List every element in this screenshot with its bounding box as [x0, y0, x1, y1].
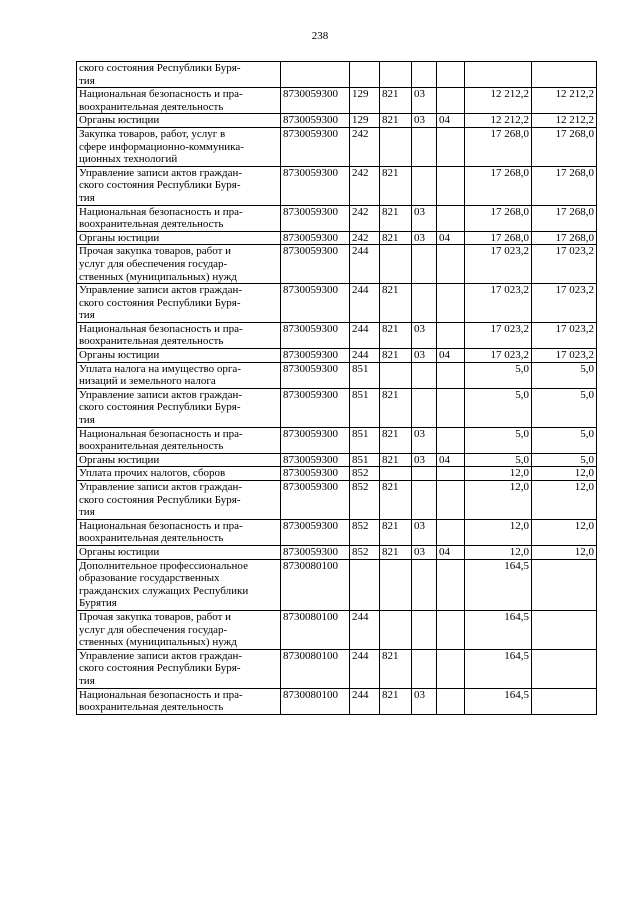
- target-code-cell: 8730080100: [281, 649, 350, 688]
- section-cell: [412, 284, 437, 323]
- subsection-cell: [437, 610, 465, 649]
- administrator-cell: 821: [380, 88, 412, 114]
- section-cell: [412, 481, 437, 520]
- target-code-cell: 8730059300: [281, 481, 350, 520]
- expense-type-cell: 852: [350, 467, 380, 481]
- subsection-cell: [437, 88, 465, 114]
- section-cell: [412, 362, 437, 388]
- amount-cell-1: 164,5: [465, 559, 532, 610]
- target-code-cell: 8730059300: [281, 114, 350, 128]
- target-code-cell: 8730059300: [281, 88, 350, 114]
- amount-cell-1: [465, 62, 532, 88]
- administrator-cell: [380, 245, 412, 284]
- row-name-cell: Управление записи актов граждан- ского состояния Республики Буря- тия: [77, 388, 281, 427]
- administrator-cell: [380, 62, 412, 88]
- table-row: [77, 467, 597, 481]
- row-name-cell: ского состояния Республики Буря- тия: [77, 62, 281, 88]
- section-cell: [412, 559, 437, 610]
- amount-cell-1: 17 023,2: [465, 284, 532, 323]
- subsection-cell: [437, 284, 465, 323]
- amount-cell-2: 12 212,2: [532, 114, 597, 128]
- row-name-cell: Национальная безопасность и пра- воохранительная деятельность: [77, 88, 281, 114]
- section-cell: [412, 388, 437, 427]
- subsection-cell: 04: [437, 545, 465, 559]
- table-row: [77, 205, 597, 231]
- amount-cell-2: [532, 610, 597, 649]
- amount-cell-2: 12 212,2: [532, 88, 597, 114]
- table-row: [77, 388, 597, 427]
- amount-cell-2: 12,0: [532, 545, 597, 559]
- administrator-cell: 821: [380, 388, 412, 427]
- administrator-cell: 821: [380, 545, 412, 559]
- amount-cell-1: 12,0: [465, 467, 532, 481]
- section-cell: [412, 245, 437, 284]
- subsection-cell: [437, 62, 465, 88]
- amount-cell-2: 17 268,0: [532, 166, 597, 205]
- section-cell: 03: [412, 231, 437, 245]
- target-code-cell: 8730080100: [281, 610, 350, 649]
- target-code-cell: 8730059300: [281, 453, 350, 467]
- amount-cell-1: 12 212,2: [465, 88, 532, 114]
- subsection-cell: [437, 245, 465, 284]
- budget-table: [76, 61, 597, 715]
- expense-type-cell: 851: [350, 388, 380, 427]
- amount-cell-1: 17 268,0: [465, 127, 532, 166]
- administrator-cell: 821: [380, 322, 412, 348]
- row-name-cell: Национальная безопасность и пра- воохранительная деятельность: [77, 519, 281, 545]
- subsection-cell: 04: [437, 349, 465, 363]
- administrator-cell: 821: [380, 453, 412, 467]
- amount-cell-2: 12,0: [532, 467, 597, 481]
- subsection-cell: [437, 388, 465, 427]
- table-row: [77, 322, 597, 348]
- table-row: [77, 284, 597, 323]
- subsection-cell: [437, 519, 465, 545]
- administrator-cell: 821: [380, 688, 412, 714]
- administrator-cell: [380, 559, 412, 610]
- amount-cell-2: 17 023,2: [532, 349, 597, 363]
- target-code-cell: 8730059300: [281, 205, 350, 231]
- subsection-cell: [437, 559, 465, 610]
- subsection-cell: [437, 467, 465, 481]
- page-number: 238: [311, 30, 329, 42]
- table-row: [77, 610, 597, 649]
- section-cell: 03: [412, 349, 437, 363]
- target-code-cell: 8730059300: [281, 362, 350, 388]
- expense-type-cell: 242: [350, 205, 380, 231]
- expense-type-cell: 851: [350, 427, 380, 453]
- administrator-cell: 821: [380, 231, 412, 245]
- section-cell: 03: [412, 322, 437, 348]
- row-name-cell: Национальная безопасность и пра- воохранительная деятельность: [77, 322, 281, 348]
- expense-type-cell: 129: [350, 114, 380, 128]
- table-row: [77, 88, 597, 114]
- row-name-cell: Органы юстиции: [77, 453, 281, 467]
- expense-type-cell: 852: [350, 519, 380, 545]
- section-cell: 03: [412, 427, 437, 453]
- subsection-cell: 04: [437, 231, 465, 245]
- section-cell: 03: [412, 519, 437, 545]
- expense-type-cell: 244: [350, 688, 380, 714]
- target-code-cell: 8730059300: [281, 245, 350, 284]
- row-name-cell: Управление записи актов граждан- ского состояния Республики Буря- тия: [77, 481, 281, 520]
- target-code-cell: 8730059300: [281, 427, 350, 453]
- row-name-cell: Прочая закупка товаров, работ и услуг для обеспечения государ- ственных (муниципальных) нужд: [77, 245, 281, 284]
- target-code-cell: 8730080100: [281, 688, 350, 714]
- table-row: [77, 688, 597, 714]
- administrator-cell: 821: [380, 519, 412, 545]
- expense-type-cell: 244: [350, 322, 380, 348]
- administrator-cell: 821: [380, 481, 412, 520]
- administrator-cell: [380, 467, 412, 481]
- table-row: [77, 62, 597, 88]
- expense-type-cell: 242: [350, 166, 380, 205]
- subsection-cell: [437, 688, 465, 714]
- administrator-cell: [380, 610, 412, 649]
- target-code-cell: 8730059300: [281, 127, 350, 166]
- expense-type-cell: 851: [350, 362, 380, 388]
- amount-cell-2: 5,0: [532, 453, 597, 467]
- amount-cell-1: 12,0: [465, 519, 532, 545]
- target-code-cell: 8730059300: [281, 467, 350, 481]
- amount-cell-1: 12,0: [465, 481, 532, 520]
- amount-cell-2: 17 023,2: [532, 245, 597, 284]
- amount-cell-1: 12,0: [465, 545, 532, 559]
- row-name-cell: Национальная безопасность и пра- воохранительная деятельность: [77, 427, 281, 453]
- amount-cell-1: 17 023,2: [465, 322, 532, 348]
- row-name-cell: Дополнительное профессиональное образование государственных гражданских служащих Республики Бурятия: [77, 559, 281, 610]
- target-code-cell: 8730059300: [281, 166, 350, 205]
- expense-type-cell: 244: [350, 649, 380, 688]
- table-row: [77, 114, 597, 128]
- amount-cell-1: 12 212,2: [465, 114, 532, 128]
- table-row: [77, 245, 597, 284]
- amount-cell-2: 5,0: [532, 362, 597, 388]
- expense-type-cell: 244: [350, 610, 380, 649]
- amount-cell-2: 12,0: [532, 481, 597, 520]
- amount-cell-2: 17 268,0: [532, 231, 597, 245]
- section-cell: 03: [412, 114, 437, 128]
- table-row: [77, 559, 597, 610]
- amount-cell-1: 17 268,0: [465, 205, 532, 231]
- table-row: [77, 349, 597, 363]
- table-row: [77, 427, 597, 453]
- expense-type-cell: 244: [350, 284, 380, 323]
- expense-type-cell: 244: [350, 349, 380, 363]
- expense-type-cell: [350, 62, 380, 88]
- table-row: [77, 545, 597, 559]
- subsection-cell: [437, 362, 465, 388]
- target-code-cell: 8730059300: [281, 284, 350, 323]
- expense-type-cell: 244: [350, 245, 380, 284]
- table-row: [77, 127, 597, 166]
- amount-cell-1: 5,0: [465, 388, 532, 427]
- administrator-cell: 821: [380, 649, 412, 688]
- row-name-cell: Управление записи актов граждан- ского состояния Республики Буря- тия: [77, 649, 281, 688]
- section-cell: 03: [412, 88, 437, 114]
- administrator-cell: 821: [380, 205, 412, 231]
- table-row: [77, 231, 597, 245]
- row-name-cell: Органы юстиции: [77, 114, 281, 128]
- administrator-cell: 821: [380, 427, 412, 453]
- amount-cell-1: 164,5: [465, 610, 532, 649]
- expense-type-cell: 242: [350, 127, 380, 166]
- amount-cell-2: 5,0: [532, 427, 597, 453]
- subsection-cell: [437, 205, 465, 231]
- subsection-cell: 04: [437, 114, 465, 128]
- section-cell: 03: [412, 205, 437, 231]
- amount-cell-2: [532, 649, 597, 688]
- section-cell: [412, 62, 437, 88]
- subsection-cell: 04: [437, 453, 465, 467]
- target-code-cell: [281, 62, 350, 88]
- amount-cell-2: 5,0: [532, 388, 597, 427]
- subsection-cell: [437, 481, 465, 520]
- row-name-cell: Управление записи актов граждан- ского состояния Республики Буря- тия: [77, 166, 281, 205]
- section-cell: [412, 127, 437, 166]
- amount-cell-2: 17 023,2: [532, 284, 597, 323]
- subsection-cell: [437, 322, 465, 348]
- administrator-cell: [380, 127, 412, 166]
- row-name-cell: Уплата прочих налогов, сборов: [77, 467, 281, 481]
- target-code-cell: 8730059300: [281, 322, 350, 348]
- amount-cell-2: 17 023,2: [532, 322, 597, 348]
- amount-cell-2: 17 268,0: [532, 205, 597, 231]
- expense-type-cell: 242: [350, 231, 380, 245]
- section-cell: [412, 467, 437, 481]
- section-cell: [412, 610, 437, 649]
- section-cell: 03: [412, 453, 437, 467]
- target-code-cell: 8730059300: [281, 388, 350, 427]
- administrator-cell: 821: [380, 284, 412, 323]
- amount-cell-1: 17 268,0: [465, 231, 532, 245]
- table-body: [77, 62, 597, 715]
- row-name-cell: Органы юстиции: [77, 349, 281, 363]
- subsection-cell: [437, 427, 465, 453]
- amount-cell-2: [532, 62, 597, 88]
- amount-cell-1: 17 023,2: [465, 245, 532, 284]
- expense-type-cell: 851: [350, 453, 380, 467]
- amount-cell-1: 164,5: [465, 649, 532, 688]
- section-cell: [412, 649, 437, 688]
- target-code-cell: 8730059300: [281, 545, 350, 559]
- row-name-cell: Управление записи актов граждан- ского состояния Республики Буря- тия: [77, 284, 281, 323]
- row-name-cell: Национальная безопасность и пра- воохранительная деятельность: [77, 688, 281, 714]
- administrator-cell: 821: [380, 114, 412, 128]
- amount-cell-1: 17 268,0: [465, 166, 532, 205]
- subsection-cell: [437, 166, 465, 205]
- expense-type-cell: 852: [350, 545, 380, 559]
- administrator-cell: [380, 362, 412, 388]
- section-cell: [412, 166, 437, 205]
- table-row: [77, 362, 597, 388]
- amount-cell-2: 17 268,0: [532, 127, 597, 166]
- amount-cell-2: [532, 688, 597, 714]
- target-code-cell: 8730059300: [281, 349, 350, 363]
- amount-cell-1: 5,0: [465, 427, 532, 453]
- target-code-cell: 8730059300: [281, 519, 350, 545]
- subsection-cell: [437, 127, 465, 166]
- target-code-cell: 8730059300: [281, 231, 350, 245]
- amount-cell-1: 164,5: [465, 688, 532, 714]
- section-cell: 03: [412, 688, 437, 714]
- row-name-cell: Прочая закупка товаров, работ и услуг для обеспечения государ- ственных (муниципальных) нужд: [77, 610, 281, 649]
- row-name-cell: Органы юстиции: [77, 545, 281, 559]
- table-row: [77, 166, 597, 205]
- target-code-cell: 8730080100: [281, 559, 350, 610]
- row-name-cell: Закупка товаров, работ, услуг в сфере информационно-коммуника- ционных технологий: [77, 127, 281, 166]
- section-cell: 03: [412, 545, 437, 559]
- amount-cell-1: 5,0: [465, 362, 532, 388]
- table-row: [77, 481, 597, 520]
- table-row: [77, 453, 597, 467]
- table-row: [77, 649, 597, 688]
- amount-cell-2: 12,0: [532, 519, 597, 545]
- row-name-cell: Органы юстиции: [77, 231, 281, 245]
- administrator-cell: 821: [380, 166, 412, 205]
- expense-type-cell: [350, 559, 380, 610]
- subsection-cell: [437, 649, 465, 688]
- amount-cell-1: 5,0: [465, 453, 532, 467]
- expense-type-cell: 852: [350, 481, 380, 520]
- row-name-cell: Национальная безопасность и пра- воохранительная деятельность: [77, 205, 281, 231]
- amount-cell-2: [532, 559, 597, 610]
- expense-type-cell: 129: [350, 88, 380, 114]
- row-name-cell: Уплата налога на имущество орга- низаций и земельного налога: [77, 362, 281, 388]
- administrator-cell: 821: [380, 349, 412, 363]
- table-row: [77, 519, 597, 545]
- amount-cell-1: 17 023,2: [465, 349, 532, 363]
